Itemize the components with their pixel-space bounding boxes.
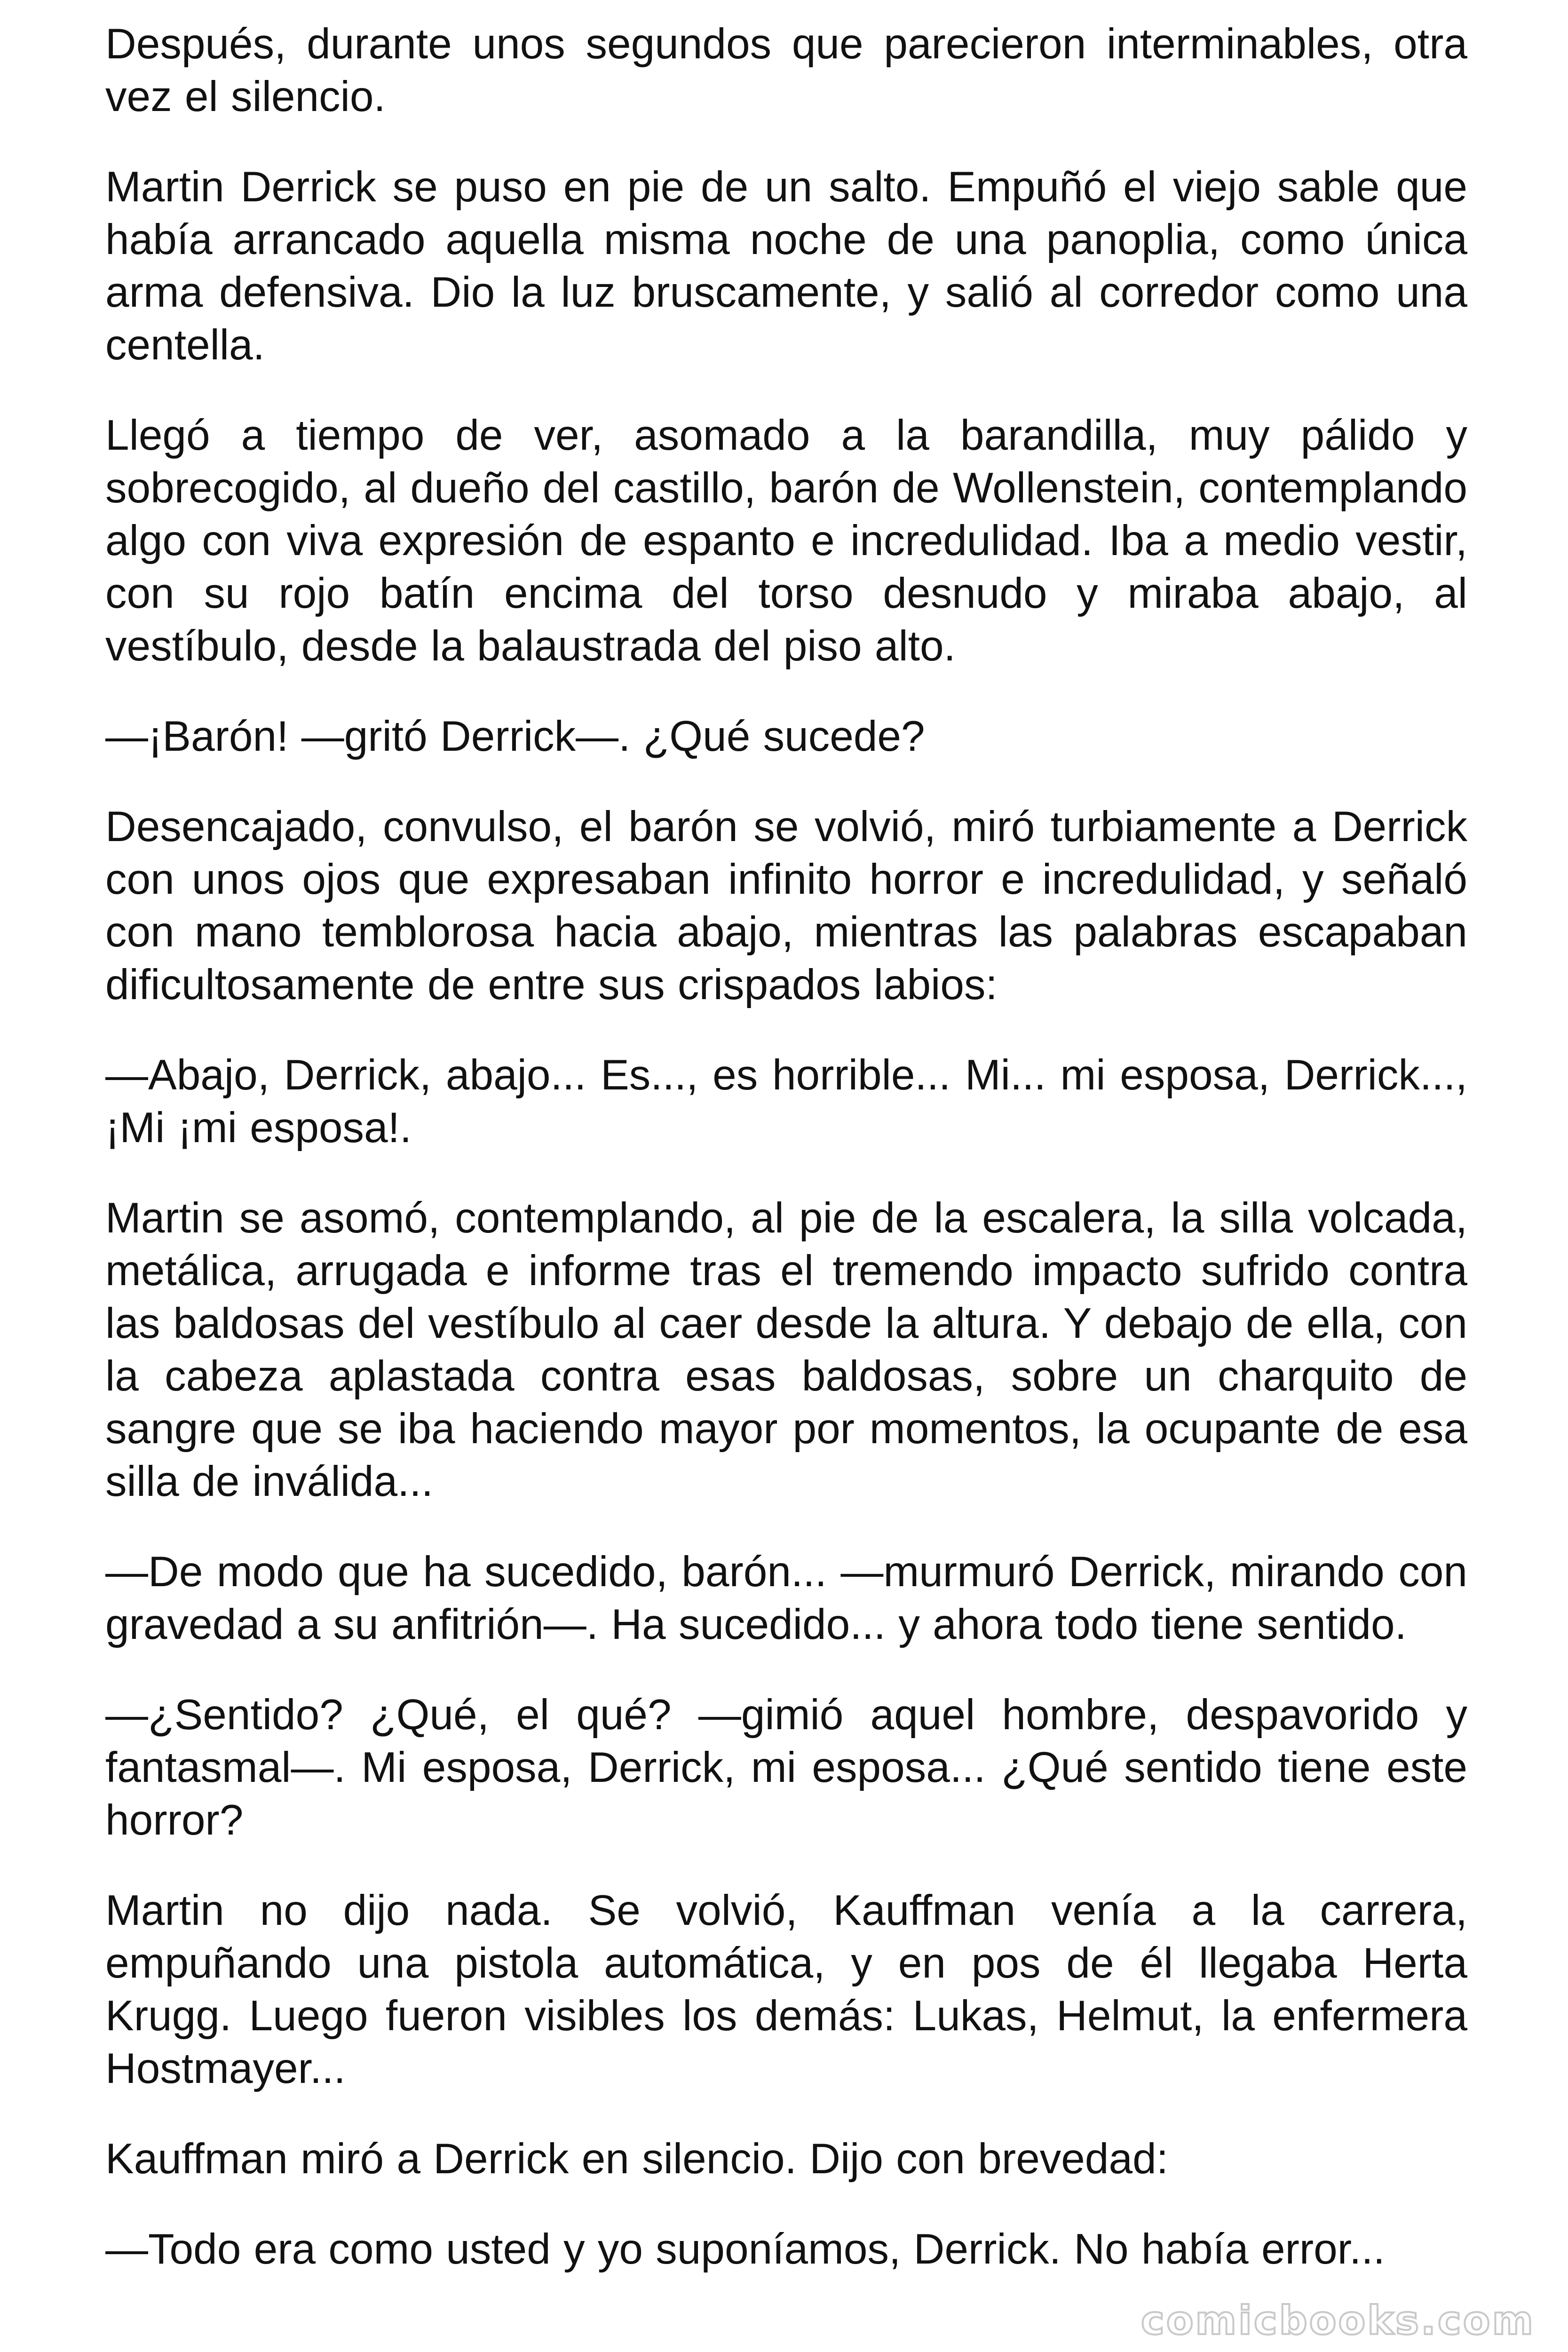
- document-body: [105, 18, 1467, 2276]
- paragraph-11: Kauffman miró a Derrick en silencio. Dijo con brevedad:: [105, 2135, 1169, 2183]
- paragraph-12: —Todo era como usted y yo suponíamos, Derrick. No había error...: [105, 2225, 1385, 2273]
- paragraph-6: —Abajo, Derrick, abajo... Es..., es horrible... Mi... mi esposa, Derrick..., ¡Mi ¡mi esposa!.: [105, 1051, 1467, 1152]
- paragraph-1: Después, durante unos segundos que parecieron interminables, otra vez el silencio.: [105, 20, 1467, 120]
- paragraph-10: Martin no dijo nada. Se volvió, Kauffman venía a la carrera, empuñando una pistola automática, y en pos de él llegaba Herta Krugg. Luego fueron visibles los demás: Lukas, Helmut, la enfermera Hostmayer...: [105, 1887, 1467, 2092]
- paragraph-7: Martin se asomó, contemplando, al pie de la escalera, la silla volcada, metálica, arrugada e informe tras el tremendo impacto sufrido contra las baldosas del vestíbulo al caer desde la altura. Y debajo de ella, con la cabeza aplastada contra esas baldosas, sobre un charquito de sangre que se iba haciendo mayor por momentos, la ocupante de esa silla de inválida...: [105, 1194, 1467, 1505]
- paragraph-5: Desencajado, convulso, el barón se volvió, miró turbiamente a Derrick con unos ojos que expresaban infinito horror e incredulidad, y señaló con mano temblorosa hacia abajo, mientras las palabras escapaban dificultosamente de entre sus crispados labios:: [105, 803, 1467, 1009]
- paragraph-3: Llegó a tiempo de ver, asomado a la barandilla, muy pálido y sobrecogido, al dueño del castillo, barón de Wollenstein, contemplando algo con viva expresión de espanto e incredulidad. Iba a medio vestir, con su rojo batín encima del torso desnudo y miraba abajo, al vestíbulo, desde la balaustrada del piso alto.: [105, 412, 1467, 670]
- paragraph-2: Martin Derrick se puso en pie de un salto. Empuñó el viejo sable que había arrancado aquella misma noche de una panoplia, como única arma defensiva. Dio la luz bruscamente, y salió al corredor como una centella.: [105, 163, 1467, 369]
- paragraph-9: —¿Sentido? ¿Qué, el qué? —gimió aquel hombre, despavorido y fantasmal—. Mi esposa, Derrick, mi esposa... ¿Qué sentido tiene este horror?: [105, 1691, 1467, 1844]
- paragraph-4: —¡Barón! —gritó Derrick—. ¿Qué sucede?: [105, 713, 925, 760]
- watermark-text: comicbooks.com: [1141, 2297, 1535, 2344]
- paragraph-8: —De modo que ha sucedido, barón... —murmuró Derrick, mirando con gravedad a su anfitrión—. Ha sucedido... y ahora todo tiene sentido.: [105, 1548, 1467, 1648]
